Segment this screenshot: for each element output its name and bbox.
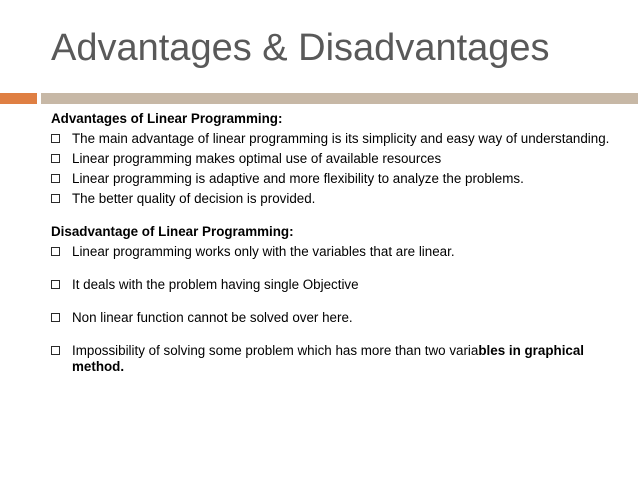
title-accent-bar <box>0 93 37 104</box>
disadvantages-list <box>51 244 611 375</box>
title-divider-bar <box>41 93 638 104</box>
square-bullet-icon <box>51 194 60 203</box>
advantages-heading: Advantages of Linear Programming: <box>51 111 283 126</box>
square-bullet-icon <box>51 134 60 143</box>
disadvantages-heading: Disadvantage of Linear Programming: <box>51 224 294 239</box>
square-bullet-icon <box>51 313 60 322</box>
list-item-bold-tail: bles in graphical method. <box>72 343 585 374</box>
list-item <box>51 244 611 260</box>
list-item-text: Linear programming is adaptive and more flexibility to analyze the problems. <box>72 171 524 186</box>
list-item-text: Non linear function cannot be solved over here. <box>72 310 353 325</box>
list-item-text: The better quality of decision is provided. <box>72 191 316 206</box>
advantages-list <box>51 131 611 207</box>
list-item-text: It deals with the problem having single Objective <box>72 277 359 292</box>
square-bullet-icon <box>51 247 60 256</box>
list-item <box>51 191 611 207</box>
list-item <box>51 277 611 293</box>
slide-title: Advantages & Disadvantages <box>51 27 550 69</box>
square-bullet-icon <box>51 346 60 355</box>
square-bullet-icon <box>51 174 60 183</box>
list-item-text: Impossibility of solving some problem which has more than two varia <box>72 343 479 358</box>
square-bullet-icon <box>51 280 60 289</box>
list-item-text: Linear programming works only with the variables that are linear. <box>72 244 455 259</box>
list-item <box>51 151 611 167</box>
list-item <box>51 343 611 375</box>
list-item-text: The main advantage of linear programming is its simplicity and easy way of understanding. <box>72 131 610 146</box>
list-item <box>51 171 611 187</box>
slide-body <box>51 108 611 392</box>
list-item <box>51 131 611 147</box>
square-bullet-icon <box>51 154 60 163</box>
list-item-text: Linear programming makes optimal use of available resources <box>72 151 442 166</box>
list-item <box>51 310 611 326</box>
